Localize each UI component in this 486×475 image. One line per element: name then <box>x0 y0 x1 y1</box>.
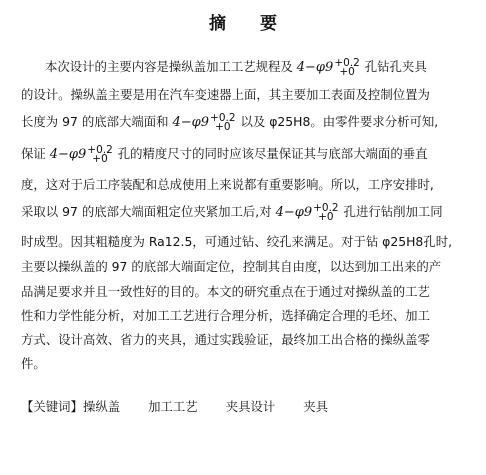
tolerance-upper: +0.2 <box>334 56 360 69</box>
abstract-line <box>21 176 434 194</box>
abstract-line <box>21 331 430 349</box>
line-text: 保证 <box>21 146 50 161</box>
abstract-line <box>21 145 428 164</box>
tolerance <box>87 143 113 165</box>
line-text: 性和力学性能分析，对加工工艺进行合理分析，选择确定合理的毛坯、加工 <box>21 308 430 323</box>
tolerance <box>334 56 360 78</box>
hole-dimension: 4−φ9 <box>296 60 334 75</box>
abstract-line <box>21 307 430 325</box>
hole-dimension: 4−φ9 <box>49 147 87 162</box>
tolerance-lower: +0 <box>215 120 231 133</box>
abstract-line <box>45 58 427 77</box>
line-text: 的设计。操纵盖主要是用在汽车变速器上面，其主要加工表面及控制位置为 <box>21 87 430 102</box>
line-text: 孔钻孔夹具 <box>360 59 427 74</box>
tolerance <box>313 201 339 223</box>
abstract-line <box>21 113 438 132</box>
abstract-line <box>21 283 430 301</box>
hole-dimension: 4−φ9 <box>275 205 313 220</box>
keyword-item: 操纵盖 <box>82 399 121 414</box>
tolerance-lower: +0 <box>339 65 355 78</box>
tolerance-upper: +0.2 <box>210 111 236 124</box>
keyword-item: 夹具 <box>303 399 329 414</box>
keyword-item: 夹具设计 <box>225 399 276 414</box>
abstract-line <box>21 86 430 104</box>
tolerance-upper: +0.2 <box>313 201 339 214</box>
tolerance <box>210 111 236 133</box>
line-text: 品满足要求并且一致性好的目的。本文的研究重点在于通过对操纵盖的工艺 <box>21 284 430 299</box>
tolerance-lower: +0 <box>92 152 108 165</box>
line-text: 以及 φ25H8。由零件要求分析可知, <box>236 114 439 129</box>
abstract-line <box>21 203 443 222</box>
line-text: 长度为 97 的底部大端面和 <box>21 114 173 129</box>
line-text: 时成型。因其粗糙度为 Ra12.5，可通过钻、绞孔来满足。对于钻 φ25H8孔时, <box>21 234 453 249</box>
abstract-title: 摘 要 <box>209 14 291 34</box>
line-text: 本次设计的主要内容是操纵盖加工工艺规程及 <box>45 59 297 74</box>
hole-dimension: 4−φ9 <box>172 115 210 130</box>
keyword-item: 加工工艺 <box>148 399 198 414</box>
line-text: 度，这对于后工序装配和总成使用上来说都有重要影响。所以，工序安排时, <box>21 177 434 192</box>
line-text: 孔进行钻削加工同 <box>339 204 443 219</box>
keywords-label: 【关键词】 <box>21 399 83 414</box>
abstract-line <box>21 233 452 251</box>
abstract-line <box>21 355 46 373</box>
keywords-row <box>21 397 356 415</box>
abstract-line <box>21 258 441 276</box>
tolerance-upper: +0.2 <box>87 143 113 156</box>
line-text: 件。 <box>21 356 46 371</box>
tolerance-lower: +0 <box>318 210 334 223</box>
line-text: 采取以 97 的底部大端面粗定位夹紧加工后,对 <box>21 204 276 219</box>
line-text: 孔的精度尺寸的同时应该尽量保证其与底部大端面的垂直 <box>113 146 428 161</box>
line-text: 方式、设计高效、省力的夹具，通过实践验证，最终加工出合格的操纵盖零 <box>21 332 430 347</box>
line-text: 主要以操纵盖的 97 的底部大端面定位，控制其自由度，以达到加工出来的产 <box>21 259 442 274</box>
